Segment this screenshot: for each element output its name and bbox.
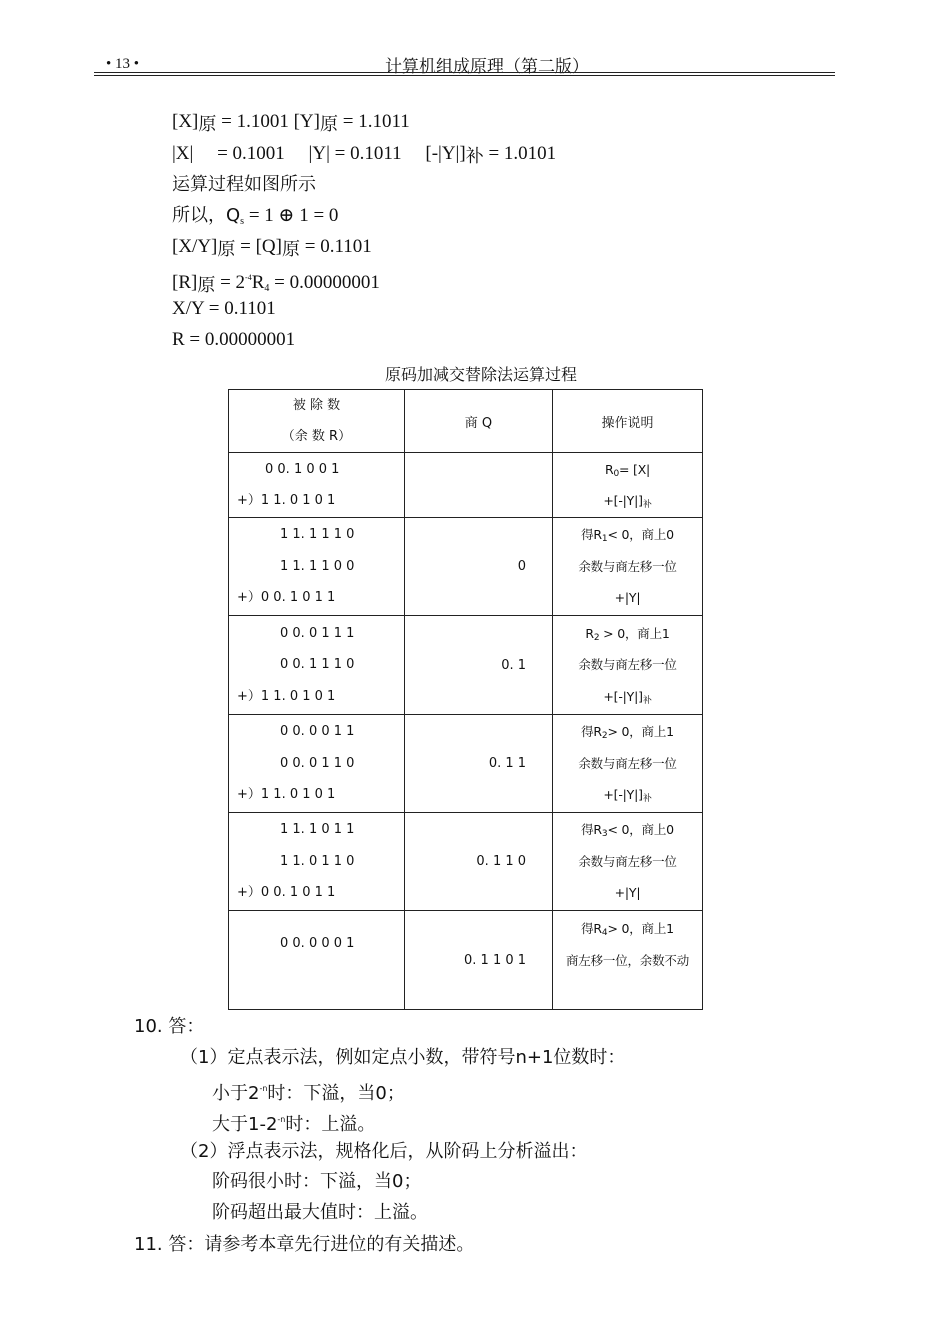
quotient-result: $[X/Y]_原 = [Q]_原 = 0.1101$ — [172, 236, 372, 260]
table-row — [229, 453, 703, 518]
division-table — [228, 389, 703, 1010]
header-quotient: 商 Q — [404, 390, 552, 453]
quotient-cell — [404, 453, 552, 518]
header-rule-thin — [94, 75, 835, 76]
answer-11: 11. 答：请参考本章先行进位的有关描述。 — [134, 1234, 475, 1255]
remainder-cell: 0 0. 0 1 1 1 0 0. 1 1 1 0 +）1 1. 0 1 0 1 — [229, 616, 405, 715]
answer-10-label: 10. 答： — [134, 1016, 205, 1037]
table-header-row — [229, 390, 703, 453]
abs-values-line: |X| = 0.1001 |Y| = 0.1011 $[-|Y|]_补 = 1.0101$ — [172, 143, 557, 167]
remainder-cell: 1 1. 1 1 1 0 1 1. 1 1 0 0 +）0 0. 1 0 1 1 — [229, 518, 405, 616]
quotient-cell: 0. 1 1 0 1 — [404, 911, 552, 1010]
operation-cell: 得R2> 0，商上1 余数与商左移一位 +[-|Y|]补 — [553, 715, 703, 813]
x-y-sign-magnitude: $[X]_原 = 1.1001$ $[Y]_原 = 1.1011$ — [172, 111, 410, 135]
quotient-cell: 0. 1 1 0 — [404, 813, 552, 911]
table-row — [229, 911, 703, 1010]
header-operation: 操作说明 — [553, 390, 703, 453]
table-row — [229, 616, 703, 715]
answer-10-fixed-point: （1）定点表示法，例如定点小数，带符号n+1位数时： — [180, 1047, 626, 1068]
quotient-cell: 0. 1 1 — [404, 715, 552, 813]
float-underflow: 阶码很小时：下溢，当0； — [212, 1171, 422, 1192]
remainder-cell: 0 0. 0 0 1 1 0 0. 0 1 1 0 +）1 1. 0 1 0 1 — [229, 715, 405, 813]
fixed-overflow: 大于$1-2^{-n}$时：上溢。 — [212, 1114, 376, 1135]
x-div-y: X/Y = 0.1101 — [172, 298, 276, 319]
book-title: 计算机组成原理（第二版） — [385, 57, 589, 77]
remainder-cell: 1 1. 1 0 1 1 1 1. 0 1 1 0 +）0 0. 1 0 1 1 — [229, 813, 405, 911]
header-dividend: 被 除 数 （余 数 R） — [229, 390, 405, 453]
operation-cell: 得R3< 0，商上0 余数与商左移一位 +|Y| — [553, 813, 703, 911]
table-row — [229, 715, 703, 813]
quotient-cell: 0 — [404, 518, 552, 616]
table-row — [229, 518, 703, 616]
remainder-result: $[R]_原 = 2^{-4}R_4 = 0.00000001$ — [172, 272, 380, 296]
operation-cell: 得R4> 0，商上1 商左移一位，余数不动 — [553, 911, 703, 1010]
table-caption: 原码加减交替除法运算过程 — [385, 365, 578, 384]
r-value: R = 0.00000001 — [172, 329, 296, 350]
header-rule — [94, 72, 835, 73]
remainder-cell: 0 0. 0 0 0 1 — [229, 911, 405, 1010]
operation-cell: R2 > 0，商上1 余数与商左移一位 +[-|Y|]补 — [553, 616, 703, 715]
remainder-cell: 0 0. 1 0 0 1 +）1 1. 0 1 0 1 — [229, 453, 405, 518]
fixed-underflow: 小于$2^{-n}$时：下溢，当0； — [212, 1083, 405, 1104]
sign-result: 所以，$Q_s = 1$ ⊕ 1 = 0 — [172, 205, 339, 227]
table-row — [229, 813, 703, 911]
operation-cell: 得R1< 0，商上0 余数与商左移一位 +|Y| — [553, 518, 703, 616]
float-overflow: 阶码超出最大值时：上溢。 — [212, 1202, 428, 1223]
page-number: • 13 • — [106, 56, 140, 72]
quotient-cell: 0. 1 — [404, 616, 552, 715]
answer-10-floating-point: （2）浮点表示法，规格化后，从阶码上分析溢出： — [180, 1141, 588, 1162]
operation-cell: R0= [X| +[-|Y|]补 — [553, 453, 703, 518]
process-note: 运算过程如图所示 — [172, 174, 316, 195]
